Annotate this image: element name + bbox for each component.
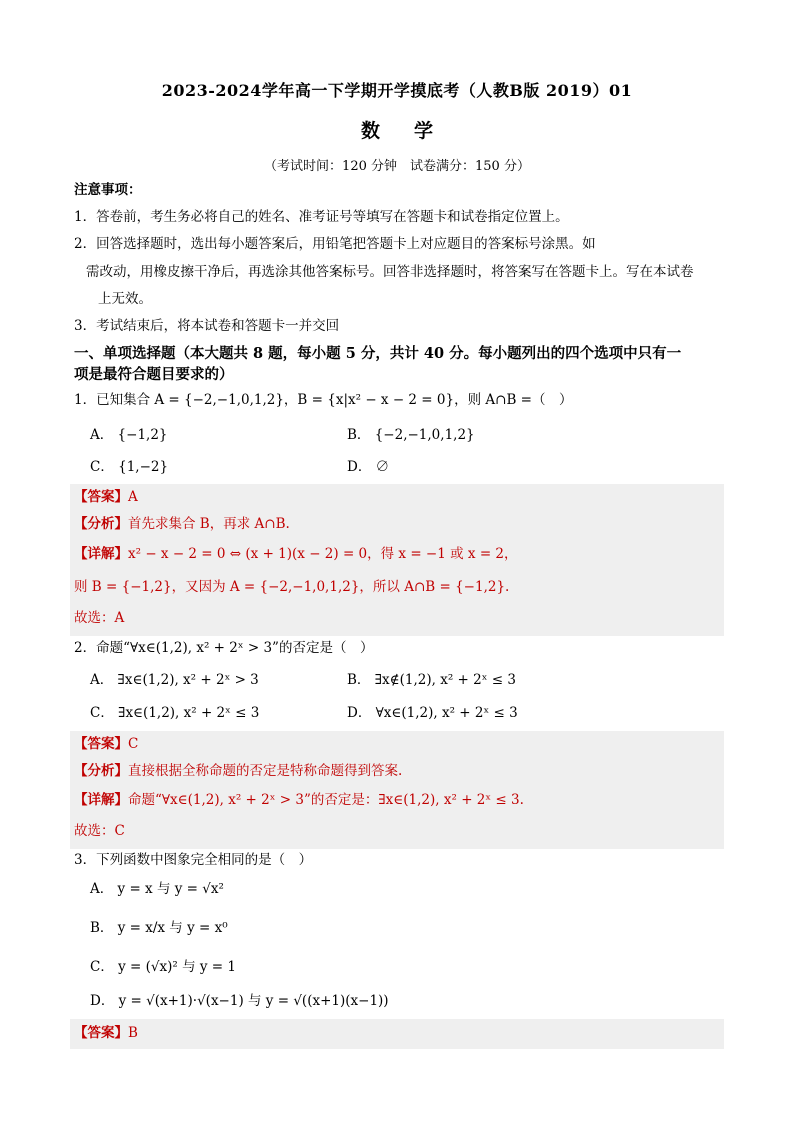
analysis-tag: 【分析】: [74, 516, 128, 532]
q2-answer: [74, 734, 138, 754]
time-info: （考试时间：120 分钟 试卷满分：150 分）: [264, 159, 530, 174]
section-heading-line2: 项是最符合题目要求的）: [74, 366, 234, 383]
answer-tag: 【答案】: [74, 1025, 128, 1041]
exam-title: 2023-2024学年高一下学期开学摸底考（人教B版 2019）01: [161, 81, 633, 100]
subject-title: 数学: [360, 120, 467, 142]
section-heading-line1: 一、单项选择题（本大题共 8 题，每小题 5 分，共计 40 分。每小题列出的四个选项中只有一: [74, 345, 682, 362]
note-item-1: 1．答卷前，考生务必将自己的姓名、准考证号等填写在答题卡和试卷指定位置上。: [74, 209, 569, 225]
q1-choose: 故选：A: [74, 610, 125, 626]
q1-answer: [74, 487, 138, 507]
notes-heading: 注意事项：: [74, 182, 142, 198]
q1-detail-2: 则 B = {−1,2}，又因为 A = {−2,−1,0,1,2}，所以 A∩B = {−1,2}.: [74, 579, 510, 595]
note-item-2a: 2．回答选择题时，选出每小题答案后，用铅笔把答题卡上对应题目的答案标号涂黑。如: [74, 236, 596, 252]
q2-choose: 故选：C: [74, 823, 125, 839]
detail-text: 命题“∀x∈(1,2), x² + 2ˣ > 3”的否定是：∃x∈(1,2), x² + 2ˣ ≤ 3.: [128, 792, 524, 808]
answer-value: A: [128, 489, 138, 505]
q2-option-c: C． ∃x∈(1,2), x² + 2ˣ ≤ 3: [90, 705, 260, 721]
q3-option-b: B． y = x/x 与 y = x⁰: [90, 920, 228, 936]
q2-stem: 2．命题“∀x∈(1,2), x² + 2ˣ > 3”的否定是（ ）: [74, 640, 374, 656]
note-item-3: 3．考试结束后，将本试卷和答题卡一并交回: [74, 318, 340, 334]
analysis-tag: 【分析】: [74, 763, 128, 779]
q1-analysis: [74, 514, 290, 534]
detail-tag: 【详解】: [74, 792, 128, 808]
q2-option-b: B． ∃x∉(1,2), x² + 2ˣ ≤ 3: [347, 672, 516, 688]
q1-option-c: C． {1,−2}: [90, 459, 169, 475]
answer-value: B: [128, 1025, 138, 1041]
q3-option-a: A． y = x 与 y = √x²: [90, 881, 224, 897]
q2-option-a: A． ∃x∈(1,2), x² + 2ˣ > 3: [90, 672, 259, 688]
q1-stem: 1．已知集合 A = {−2,−1,0,1,2}，B = {x|x² − x − 2 = 0}，则 A∩B =（ ）: [74, 392, 573, 408]
q3-stem: 3．下列函数中图象完全相同的是（ ）: [74, 852, 313, 868]
q3-solution-box: [70, 1019, 724, 1049]
note-item-2c: 上无效。: [98, 291, 152, 307]
q3-option-c: C． y = (√x)² 与 y = 1: [90, 959, 236, 975]
answer-tag: 【答案】: [74, 489, 128, 505]
note-item-2b: 需改动，用橡皮擦干净后，再选涂其他答案标号。回答非选择题时，将答案写在答题卡上。写在本试卷: [86, 264, 694, 280]
analysis-text: 直接根据全称命题的否定是特称命题得到答案.: [128, 763, 403, 779]
q3-answer: [74, 1023, 138, 1043]
q1-option-d: D． ∅: [347, 459, 390, 475]
detail-text: x² − x − 2 = 0 ⇔ (x + 1)(x − 2) = 0，得 x = −1 或 x = 2，: [128, 546, 518, 562]
q1-option-a: A． {−1,2}: [90, 427, 168, 443]
q1-option-b: B． {−2,−1,0,1,2}: [347, 427, 475, 443]
detail-tag: 【详解】: [74, 546, 128, 562]
analysis-text: 首先求集合 B，再求 A∩B.: [128, 516, 290, 532]
q2-analysis: [74, 761, 402, 781]
q2-option-d: D． ∀x∈(1,2), x² + 2ˣ ≤ 3: [347, 705, 518, 721]
answer-tag: 【答案】: [74, 736, 128, 752]
answer-value: C: [128, 736, 139, 752]
q2-detail: [74, 790, 524, 810]
q3-option-d: D． y = √(x+1)·√(x−1) 与 y = √((x+1)(x−1)): [90, 993, 389, 1009]
q1-detail: [74, 544, 518, 564]
